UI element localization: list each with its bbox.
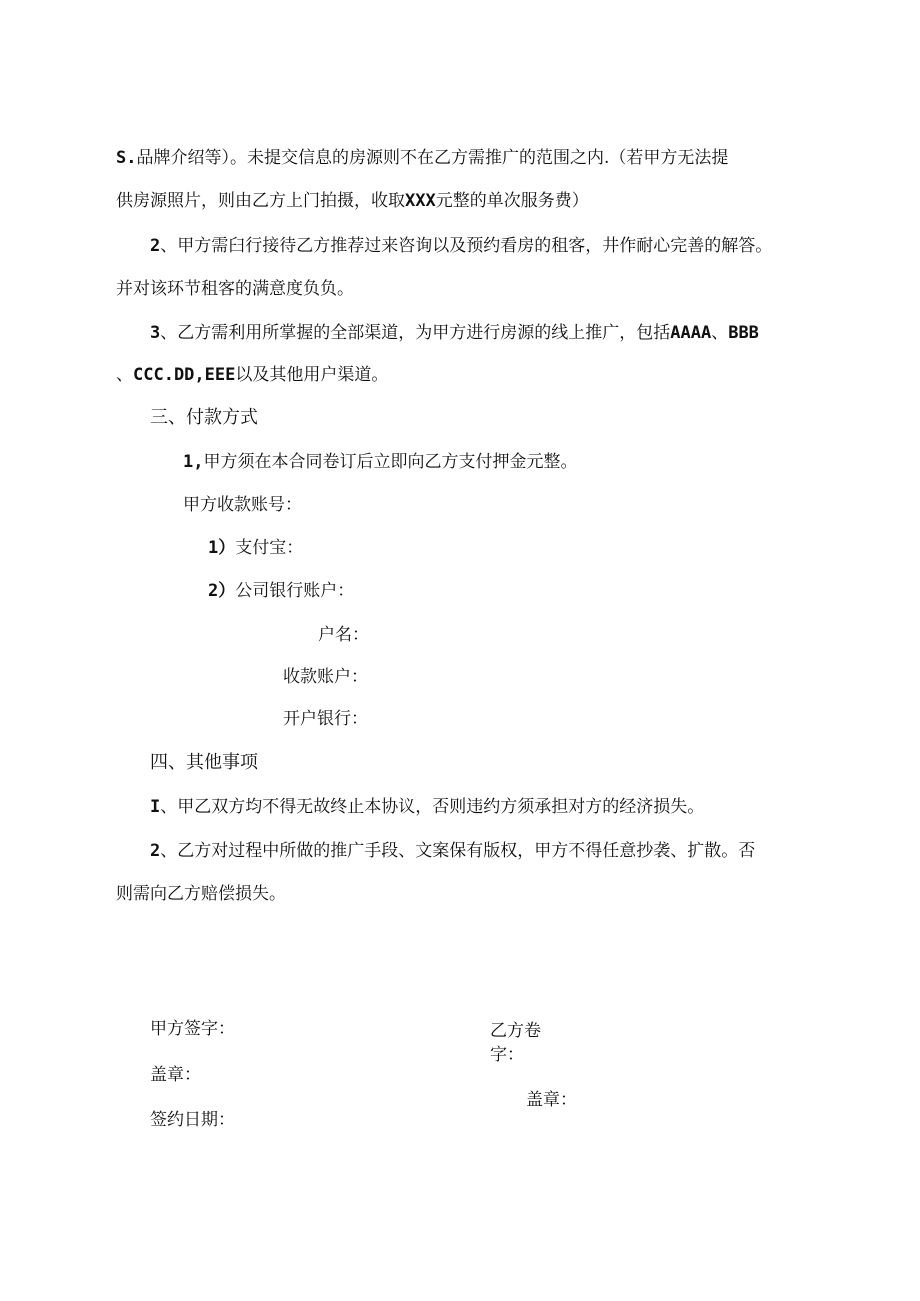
item-number: I <box>150 797 161 817</box>
clause-item2-line1 <box>150 235 772 257</box>
clause-text: 供房源照片，则由乙方上门拍摄，收取 <box>116 191 405 211</box>
clause-text: 甲方须在本合同卷订后立即向乙方支付押金元整。 <box>203 452 578 472</box>
account-name-label: 户名： <box>318 625 369 645</box>
clause-item2-line2 <box>116 278 354 300</box>
sub-number: 2） <box>208 581 236 601</box>
account-sub1 <box>208 537 303 559</box>
separator: 、 <box>711 323 729 343</box>
clause-item3-line2 <box>116 364 388 386</box>
item-number: 2 <box>150 841 161 861</box>
account-number-label: 收款账户： <box>283 667 368 687</box>
account-sub2 <box>208 580 354 602</box>
clause-text: 则需向乙方赔偿损失。 <box>116 884 286 904</box>
clause-text: 品牌介绍等）。未提交信息的房源则不在乙方需推广的范围之内.（若甲方无法提 <box>136 148 729 168</box>
clause-text: 元整的单次服务费） <box>435 191 589 211</box>
bank-name-label: 开户银行： <box>283 709 368 729</box>
channel-name: AAAA <box>670 323 712 343</box>
other-item2-line1 <box>150 840 755 862</box>
payment-item1 <box>183 451 577 473</box>
channel-name: CCC.DD,EEE <box>133 365 236 385</box>
party-a-seal-label: 盖章： <box>150 1065 201 1085</box>
section-title-other: 四、其他事项 <box>150 752 258 773</box>
item-number: 2 <box>150 236 161 256</box>
channel-name: BBB <box>728 323 759 343</box>
sub-number: 1） <box>208 538 236 558</box>
clause-text: 并对该环节租客的满意度负负。 <box>116 279 354 299</box>
section-title-payment: 三、付款方式 <box>150 407 258 428</box>
party-b-seal-label: 盖章： <box>526 1090 577 1110</box>
clause-item1-line1 <box>116 147 728 169</box>
item-prefix: S. <box>116 148 137 168</box>
clause-item3-line1 <box>150 322 759 344</box>
other-item2-line2 <box>116 883 286 905</box>
bank-account-label: 公司银行账户： <box>235 581 355 601</box>
clause-text: 、甲方需臼行接待乙方推荐过来咨询以及预约看房的租客，井作耐心完善的解答。 <box>160 236 773 256</box>
clause-text: 以及其他用户渠道。 <box>235 365 389 385</box>
clause-text: 、乙方对过程中所做的推广手段、文案保有版权，甲方不得任意抄袭、扩散。否 <box>160 841 756 861</box>
clause-text: 、甲乙双方均不得无故终止本协议，否则违约方须承担对方的经济损失。 <box>160 797 705 817</box>
alipay-label: 支付宝： <box>235 538 304 558</box>
party-b-sign-label-line1: 乙方卷 <box>490 1021 541 1041</box>
account-label: 甲方收款账号： <box>183 495 302 515</box>
other-item1 <box>150 796 704 818</box>
fee-placeholder: XXX <box>405 191 436 211</box>
separator: 、 <box>116 365 133 385</box>
item-number: 1, <box>183 452 204 472</box>
clause-item1-line2 <box>116 190 589 212</box>
party-b-sign-label-line2: 字： <box>490 1045 524 1065</box>
clause-text: 、乙方需利用所掌握的全部渠道，为甲方进行房源的线上推广，包括 <box>160 323 671 343</box>
sign-date-label: 签约日期： <box>150 1110 235 1130</box>
item-number: 3 <box>150 323 161 343</box>
party-a-sign-label: 甲方签字： <box>150 1019 235 1039</box>
